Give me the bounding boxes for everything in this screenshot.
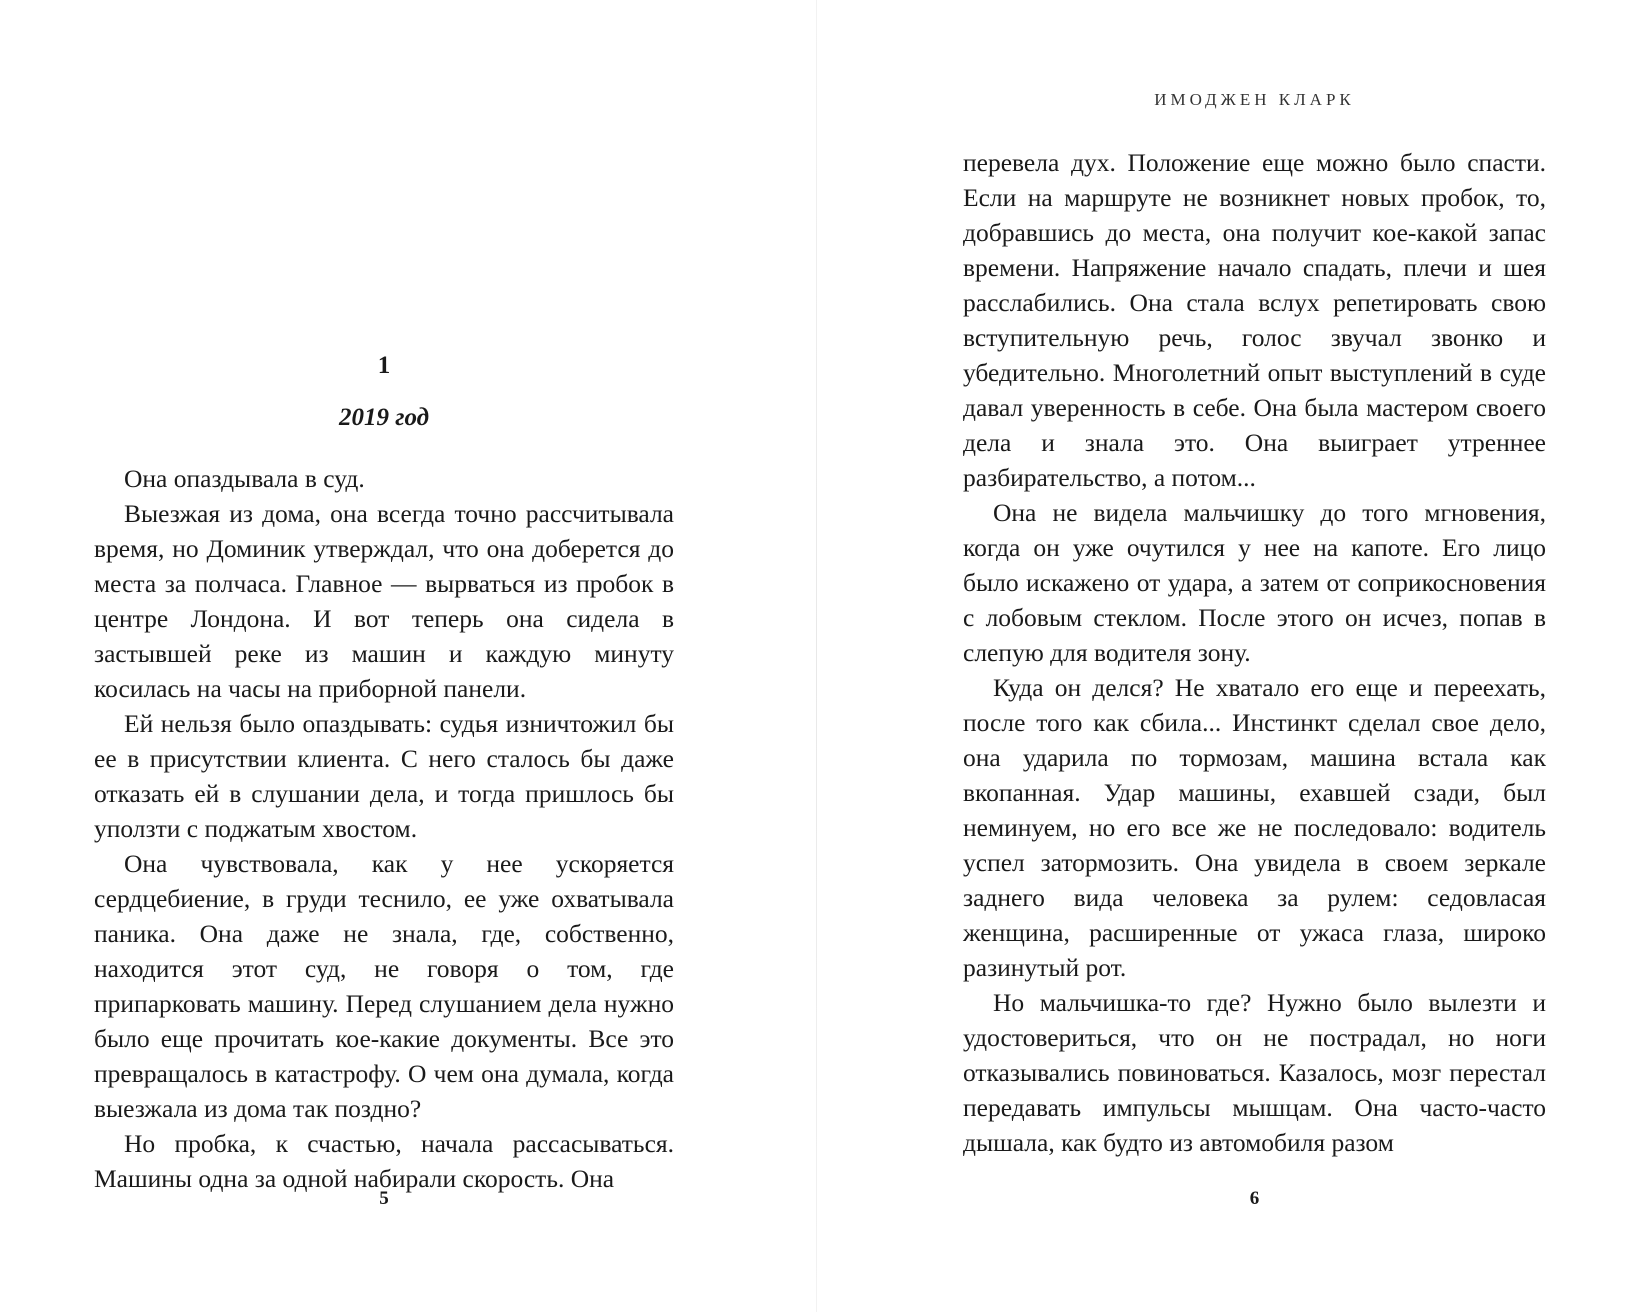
page-gutter bbox=[816, 0, 817, 1312]
paragraph: Выезжая из дома, она всегда точно рассчитывала время, но Доминик утверждал, что она доберется до места за полчаса. Главное — вырваться из пробок в центре Лондона. И вот теперь она сидела в застывшей реке из машин и каждую минуту косилась на часы на приборной панели. bbox=[94, 499, 674, 703]
right-page bbox=[963, 0, 1546, 1312]
paragraph: перевела дух. Положение еще можно было спасти. Если на маршруте не возникнет новых пробок, то, добравшись до места, она получит кое-какой запас времени. Напряжение начало спадать, плечи и шея расслабились. Она стала вслух репетировать свою вступительную речь, голос звучал звонко и убедительно. Многолетний опыт выступлений в суде давал уверенность в себе. Она была мастером своего дела и знала это. Она выиграет утреннее разбирательство, а потом... bbox=[963, 148, 1546, 492]
paragraph: Она опаздывала в суд. bbox=[124, 464, 365, 493]
page-number: 6 bbox=[1249, 1188, 1260, 1209]
left-page-body bbox=[94, 461, 674, 1196]
right-page-body bbox=[963, 145, 1546, 1160]
paragraph: Куда он делся? Не хватало его еще и переехать, после того как сбила... Инстинкт сделал свое дело, она ударила по тормозам, машина встала как вкопанная. Удар машины, ехавшей сзади, был неминуем, но его все же не последовало: водитель успел затормозить. Она увидела в своем зеркале заднего вида человека за рулем: седовласая женщина, расширенные от ужаса глаза, широко разинутый рот. bbox=[963, 673, 1546, 982]
paragraph: Она чувствовала, как у нее ускоряется сердцебиение, в груди теснило, ее уже охватывала паника. Она даже не знала, где, собственно, находится этот суд, не говоря о том, где припарковать машину. Перед слушанием дела нужно было еще прочитать кое-какие документы. Все это превращалось в катастрофу. О чем она думала, когда выезжала из дома так поздно? bbox=[94, 849, 674, 1123]
paragraph: Она не видела мальчишку до того мгновения, когда он уже очутился у нее на капоте. Его лицо было искажено от удара, а затем от соприкосновения с лобовым стеклом. После этого он исчез, попав в слепую для водителя зону. bbox=[963, 498, 1546, 667]
chapter-number: 1 bbox=[377, 352, 391, 379]
paragraph: Но пробка, к счастью, начала рассасываться. Машины одна за одной набирали скорость. Она bbox=[94, 1129, 674, 1193]
left-page bbox=[94, 0, 674, 1312]
paragraph: Ей нельзя было опаздывать: судья изничтожил бы ее в присутствии клиента. С него сталось бы даже отказать ей в слушании дела, и тогда пришлось бы уползти с поджатым хвостом. bbox=[94, 709, 674, 843]
running-head: ИМОДЖЕН КЛАРК bbox=[1154, 90, 1355, 109]
page-number: 5 bbox=[379, 1188, 389, 1209]
chapter-date: 2019 год bbox=[338, 404, 430, 431]
paragraph: Но мальчишка-то где? Нужно было вылезти и удостовериться, что он не пострадал, но ноги отказывались повиноваться. Казалось, мозг перестал передавать импульсы мышцам. Она часто-часто дышала, как будто из автомобиля разом bbox=[963, 988, 1546, 1157]
